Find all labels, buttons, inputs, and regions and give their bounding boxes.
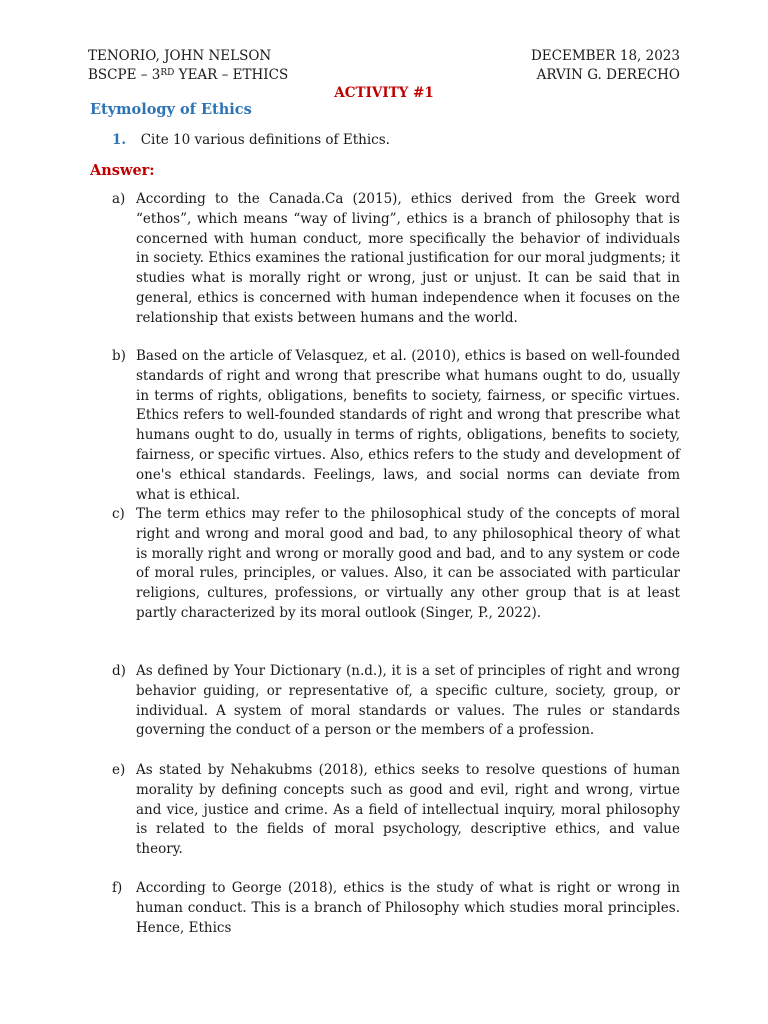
definition-item-e <box>112 761 680 860</box>
item-text: Based on the article of Velasquez, et al. (2010), ethics is based on well-founded standards of right and wrong that prescribe what humans ought to do, usually in terms of rights, obligations, benefits to society, fairness, or specific virtues. Ethics refers to well-founded standards of right and wrong that prescribe what humans ought to do, usually in terms of rights, obligations, benefits to society, fairness, or specific virtues. Also, ethics refers to the study and development of one's ethical standards. Feelings, laws, and social norms can deviate from what is ethical. <box>136 348 680 503</box>
item-label: d) <box>112 663 126 679</box>
question-number: 1. <box>112 132 127 148</box>
date: DECEMBER 18, 2023 <box>530 48 680 64</box>
student-name: TENORIO, JOHN NELSON <box>88 48 272 64</box>
item-text: According to the Canada.Ca (2015), ethics derived from the Greek word “ethos”, which means “way of living”, ethics is a branch of philosophy that is concerned with human conduct, more specifically the behavior of individuals in society. Ethics examines the rational justification for our moral judgments; it studies what is morally right or wrong, just or unjust. It can be said that in general, ethics is concerned with human independence when it focuses on the relationship that exists between humans and the world. <box>136 191 680 326</box>
item-text: As defined by Your Dictionary (n.d.), it is a set of principles of right and wrong behavior guiding, or representative of, a specific culture, society, group, or individual. A system of moral standards or values. The rules or standards governing the conduct of a person or the members of a profession. <box>136 663 680 739</box>
definition-item-d <box>112 662 680 741</box>
definition-item-b <box>112 347 680 505</box>
definition-item-f <box>112 879 680 938</box>
item-label: f) <box>112 880 123 896</box>
definition-item-c <box>112 505 680 624</box>
answer-label: Answer: <box>90 162 155 179</box>
definition-item-a <box>112 190 680 329</box>
activity-title: ACTIVITY #1 <box>334 85 434 101</box>
item-label: b) <box>112 348 126 364</box>
item-label: e) <box>112 762 126 778</box>
item-text: The term ethics may refer to the philosophical study of the concepts of moral right and wrong and moral good and bad, to any philosophical theory of what is morally right and wrong or morally good and bad, and to any system or code of moral rules, principles, or values. Also, it can be associated with particular religions, cultures, professions, or virtually any other group that is at least partly characterized by its moral outlook (Singer, P., 2022). <box>136 506 680 621</box>
item-label: c) <box>112 506 125 522</box>
course-info: BSCPE – 3RD YEAR – ETHICS <box>88 67 289 83</box>
item-label: a) <box>112 191 126 207</box>
item-text: As stated by Nehakubms (2018), ethics seeks to resolve questions of human morality by defining concepts such as good and evil, right and wrong, virtue and vice, justice and crime. As a field of intellectual inquiry, moral philosophy is related to the fields of moral psychology, descriptive ethics, and value theory. <box>136 762 680 858</box>
question <box>112 132 390 148</box>
section-title: Etymology of Ethics <box>90 101 252 118</box>
instructor-name: ARVIN G. DERECHO <box>536 67 680 83</box>
item-text: According to George (2018), ethics is the study of what is right or wrong in human conduct. This is a branch of Philosophy which studies moral principles. Hence, Ethics <box>136 880 680 936</box>
question-text: Cite 10 various definitions of Ethics. <box>140 132 390 148</box>
